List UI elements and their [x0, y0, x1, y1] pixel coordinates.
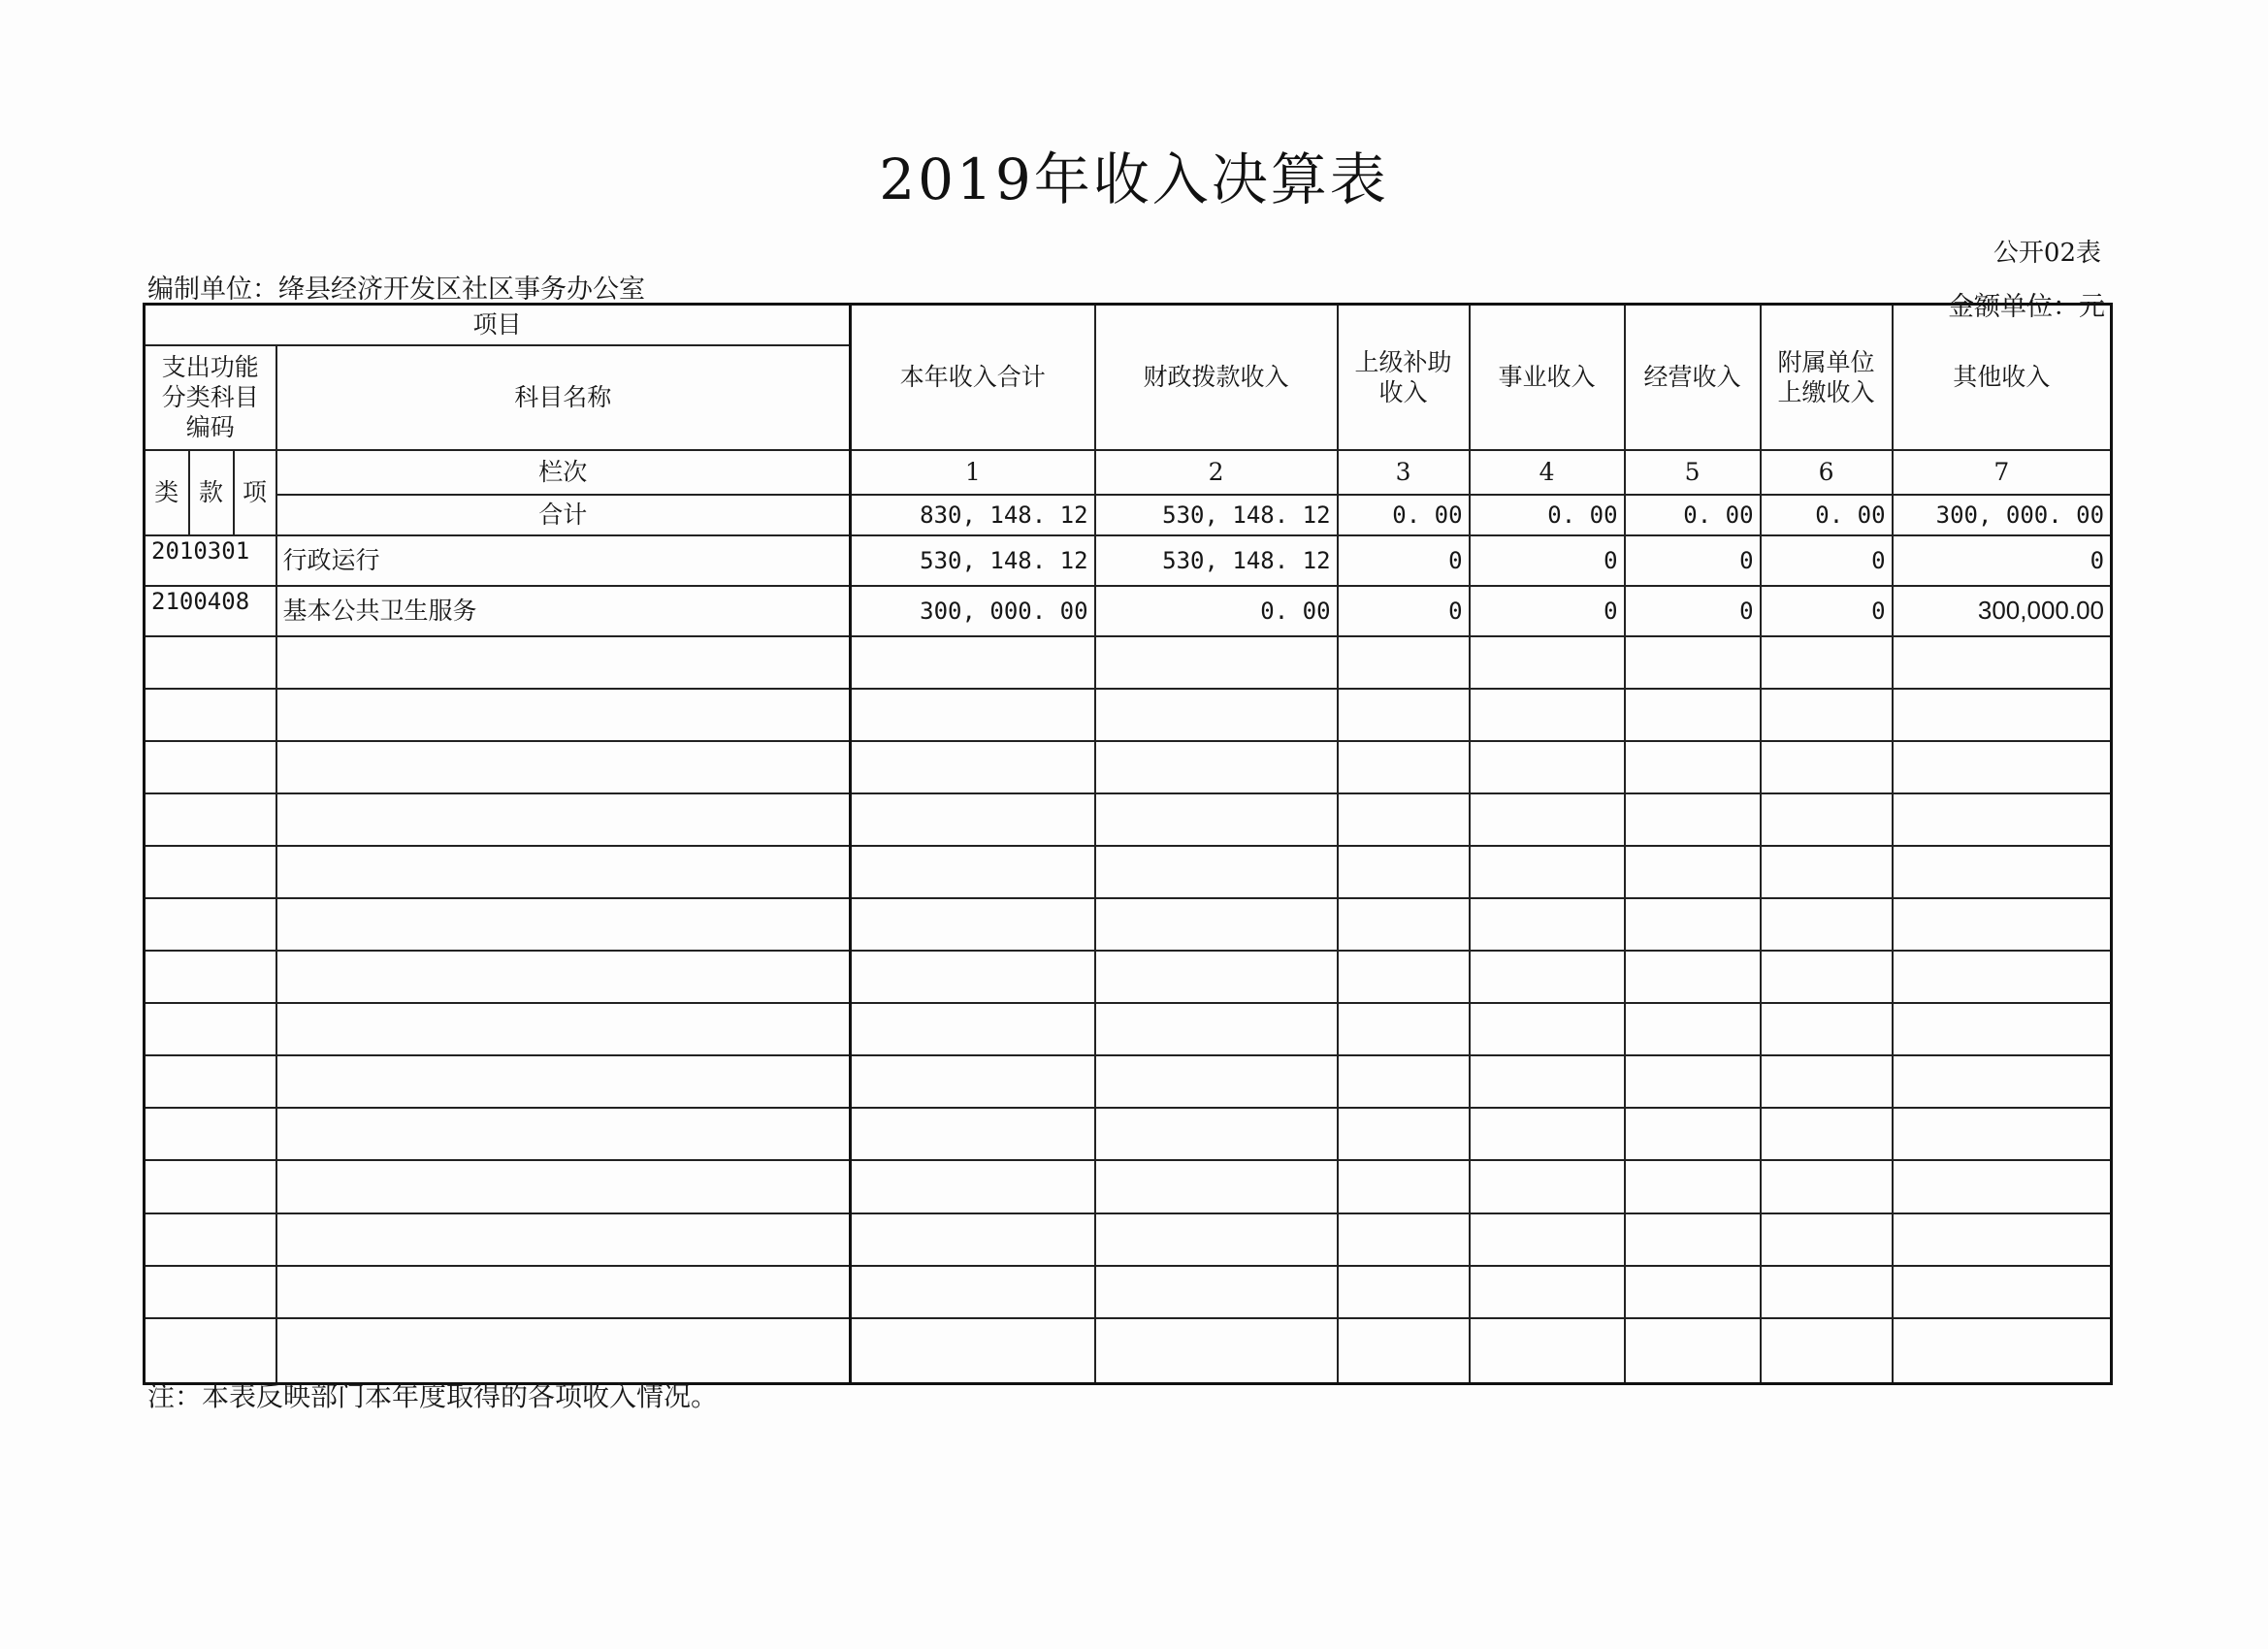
empty-cell	[1761, 689, 1893, 741]
empty-cell	[276, 741, 851, 793]
empty-cell	[1095, 793, 1338, 846]
empty-row	[145, 1160, 2112, 1212]
empty-cell	[1761, 1213, 1893, 1266]
empty-cell	[1625, 1318, 1761, 1384]
empty-row	[145, 951, 2112, 1003]
empty-cell	[1893, 1318, 2112, 1384]
empty-row	[145, 689, 2112, 741]
empty-cell	[1338, 1318, 1470, 1384]
empty-cell	[1470, 1266, 1625, 1318]
money-unit: 金额单位：元	[1948, 292, 2105, 322]
row-value-6: 0	[1761, 586, 1893, 636]
empty-cell	[1761, 1108, 1893, 1160]
total-value-2: 530, 148. 12	[1095, 495, 1338, 535]
empty-cell	[145, 689, 276, 741]
empty-cell	[1893, 689, 2112, 741]
empty-cell	[1893, 793, 2112, 846]
empty-cell	[1470, 898, 1625, 951]
empty-cell	[1095, 689, 1338, 741]
empty-cell	[1761, 793, 1893, 846]
form-number: 公开02表	[1993, 239, 2101, 268]
row-code: 2010301	[145, 535, 276, 586]
row-name: 行政运行	[276, 535, 851, 586]
empty-cell	[1893, 1266, 2112, 1318]
empty-cell	[1893, 846, 2112, 898]
total-value-3: 0. 00	[1338, 495, 1470, 535]
column-index-label: 栏次	[276, 450, 851, 495]
empty-cell	[1625, 689, 1761, 741]
empty-cell	[1761, 1266, 1893, 1318]
table-row	[145, 586, 2112, 636]
table-row	[145, 535, 2112, 586]
empty-cell	[1095, 1213, 1338, 1266]
empty-cell	[276, 898, 851, 951]
empty-cell	[1338, 846, 1470, 898]
empty-cell	[276, 1108, 851, 1160]
row-value-4: 0	[1470, 586, 1625, 636]
empty-cell	[1893, 1213, 2112, 1266]
empty-cell	[1761, 1003, 1893, 1055]
empty-cell	[276, 636, 851, 689]
empty-cell	[1625, 1266, 1761, 1318]
row-value-3: 0	[1338, 586, 1470, 636]
empty-cell	[1893, 1055, 2112, 1108]
empty-cell	[1338, 951, 1470, 1003]
empty-cell	[1625, 1160, 1761, 1212]
row-value-3: 0	[1338, 535, 1470, 586]
empty-cell	[1761, 1318, 1893, 1384]
empty-cell	[1338, 1160, 1470, 1212]
empty-cell	[1625, 793, 1761, 846]
column-index-5: 5	[1625, 450, 1761, 495]
column-index-7: 7	[1893, 450, 2112, 495]
empty-cell	[1470, 793, 1625, 846]
header-col7: 其他收入	[1893, 305, 2112, 450]
empty-cell	[851, 741, 1095, 793]
empty-cell	[851, 793, 1095, 846]
empty-cell	[1095, 1055, 1338, 1108]
empty-cell	[1338, 1108, 1470, 1160]
empty-cell	[145, 898, 276, 951]
empty-cell	[1893, 951, 2112, 1003]
row-value-7: 0	[1893, 535, 2112, 586]
header-lei: 类	[145, 450, 189, 535]
empty-cell	[1470, 1003, 1625, 1055]
empty-cell	[1625, 1055, 1761, 1108]
empty-cell	[276, 793, 851, 846]
column-index-3: 3	[1338, 450, 1470, 495]
total-value-7: 300, 000. 00	[1893, 495, 2112, 535]
empty-cell	[851, 636, 1095, 689]
empty-row	[145, 793, 2112, 846]
empty-cell	[145, 1108, 276, 1160]
row-value-2: 0. 00	[1095, 586, 1338, 636]
row-value-5: 0	[1625, 586, 1761, 636]
header-col1: 本年收入合计	[851, 305, 1095, 450]
empty-cell	[1470, 1108, 1625, 1160]
empty-cell	[276, 1160, 851, 1212]
row-value-5: 0	[1625, 535, 1761, 586]
empty-row	[145, 741, 2112, 793]
income-table	[143, 303, 2113, 1385]
row-value-4: 0	[1470, 535, 1625, 586]
empty-cell	[276, 1318, 851, 1384]
empty-cell	[851, 1213, 1095, 1266]
empty-cell	[1893, 636, 2112, 689]
empty-cell	[851, 1318, 1095, 1384]
empty-cell	[1893, 1160, 2112, 1212]
empty-cell	[851, 1160, 1095, 1212]
empty-row	[145, 846, 2112, 898]
empty-cell	[276, 1003, 851, 1055]
empty-cell	[1893, 1108, 2112, 1160]
header-col4: 事业收入	[1470, 305, 1625, 450]
header-subject-name: 科目名称	[276, 345, 851, 450]
empty-cell	[276, 1266, 851, 1318]
empty-cell	[1625, 1108, 1761, 1160]
empty-cell	[145, 1213, 276, 1266]
empty-cell	[1761, 846, 1893, 898]
empty-cell	[1095, 846, 1338, 898]
empty-cell	[1893, 1003, 2112, 1055]
empty-cell	[1893, 741, 2112, 793]
empty-cell	[1470, 1213, 1625, 1266]
empty-cell	[276, 846, 851, 898]
header-xiang: 项	[234, 450, 276, 535]
empty-cell	[1095, 741, 1338, 793]
page-title: 2019年收入决算表	[879, 146, 1389, 212]
column-index-1: 1	[851, 450, 1095, 495]
footnote: 注：本表反映部门本年度取得的各项收入情况。	[147, 1380, 719, 1412]
header-col6: 附属单位上缴收入	[1761, 305, 1893, 450]
empty-cell	[1625, 1003, 1761, 1055]
total-label: 合计	[276, 495, 851, 535]
empty-cell	[1338, 1055, 1470, 1108]
header-code-group: 支出功能分类科目编码	[145, 345, 276, 450]
total-value-4: 0. 00	[1470, 495, 1625, 535]
empty-cell	[851, 1003, 1095, 1055]
empty-cell	[1338, 1213, 1470, 1266]
empty-cell	[1625, 898, 1761, 951]
row-value-7: 300,000.00	[1893, 586, 2112, 636]
header-col3: 上级补助收入	[1338, 305, 1470, 450]
empty-cell	[145, 846, 276, 898]
empty-cell	[1095, 898, 1338, 951]
empty-cell	[276, 1213, 851, 1266]
empty-cell	[145, 1160, 276, 1212]
empty-cell	[145, 1318, 276, 1384]
empty-cell	[1625, 741, 1761, 793]
empty-row	[145, 1003, 2112, 1055]
empty-row	[145, 1108, 2112, 1160]
compiling-unit: 编制单位：绛县经济开发区社区事务办公室	[147, 275, 645, 305]
empty-cell	[1761, 741, 1893, 793]
empty-cell	[1095, 636, 1338, 689]
empty-cell	[145, 1055, 276, 1108]
empty-row	[145, 898, 2112, 951]
row-value-1: 530, 148. 12	[851, 535, 1095, 586]
empty-cell	[1338, 636, 1470, 689]
empty-cell	[1470, 1318, 1625, 1384]
total-value-6: 0. 00	[1761, 495, 1893, 535]
empty-cell	[1338, 741, 1470, 793]
empty-cell	[1625, 636, 1761, 689]
row-value-2: 530, 148. 12	[1095, 535, 1338, 586]
empty-cell	[1338, 1003, 1470, 1055]
header-kuan: 款	[189, 450, 234, 535]
empty-cell	[145, 741, 276, 793]
empty-cell	[1761, 1055, 1893, 1108]
empty-cell	[1625, 951, 1761, 1003]
header-col2: 财政拨款收入	[1095, 305, 1338, 450]
empty-cell	[851, 951, 1095, 1003]
empty-cell	[1761, 951, 1893, 1003]
row-name: 基本公共卫生服务	[276, 586, 851, 636]
empty-cell	[1470, 636, 1625, 689]
empty-cell	[1095, 951, 1338, 1003]
empty-cell	[145, 951, 276, 1003]
empty-cell	[851, 1108, 1095, 1160]
empty-cell	[145, 636, 276, 689]
header-col5: 经营收入	[1625, 305, 1761, 450]
empty-cell	[1470, 741, 1625, 793]
empty-cell	[1338, 689, 1470, 741]
empty-cell	[1095, 1003, 1338, 1055]
empty-cell	[1470, 846, 1625, 898]
empty-cell	[276, 951, 851, 1003]
empty-cell	[145, 1003, 276, 1055]
empty-cell	[145, 1266, 276, 1318]
column-index-2: 2	[1095, 450, 1338, 495]
total-value-1: 830, 148. 12	[851, 495, 1095, 535]
empty-cell	[1625, 1213, 1761, 1266]
empty-row	[145, 1266, 2112, 1318]
empty-cell	[1470, 1160, 1625, 1212]
empty-row	[145, 636, 2112, 689]
empty-cell	[851, 846, 1095, 898]
total-value-5: 0. 00	[1625, 495, 1761, 535]
empty-cell	[1095, 1108, 1338, 1160]
empty-cell	[1470, 1055, 1625, 1108]
empty-row	[145, 1318, 2112, 1384]
empty-cell	[1625, 846, 1761, 898]
row-value-1: 300, 000. 00	[851, 586, 1095, 636]
empty-cell	[851, 689, 1095, 741]
column-index-6: 6	[1761, 450, 1893, 495]
empty-cell	[1470, 689, 1625, 741]
empty-row	[145, 1213, 2112, 1266]
empty-cell	[1761, 1160, 1893, 1212]
empty-cell	[1338, 793, 1470, 846]
empty-cell	[1095, 1318, 1338, 1384]
row-value-6: 0	[1761, 535, 1893, 586]
empty-cell	[1338, 1266, 1470, 1318]
header-project: 项目	[145, 305, 851, 345]
column-index-4: 4	[1470, 450, 1625, 495]
empty-cell	[276, 689, 851, 741]
empty-cell	[1095, 1266, 1338, 1318]
empty-row	[145, 1055, 2112, 1108]
empty-cell	[145, 793, 276, 846]
empty-cell	[1893, 898, 2112, 951]
empty-cell	[851, 1055, 1095, 1108]
empty-cell	[1761, 898, 1893, 951]
empty-cell	[1470, 951, 1625, 1003]
empty-cell	[1338, 898, 1470, 951]
empty-cell	[276, 1055, 851, 1108]
empty-cell	[1095, 1160, 1338, 1212]
row-code: 2100408	[145, 586, 276, 636]
empty-cell	[851, 1266, 1095, 1318]
empty-cell	[1761, 636, 1893, 689]
empty-cell	[851, 898, 1095, 951]
